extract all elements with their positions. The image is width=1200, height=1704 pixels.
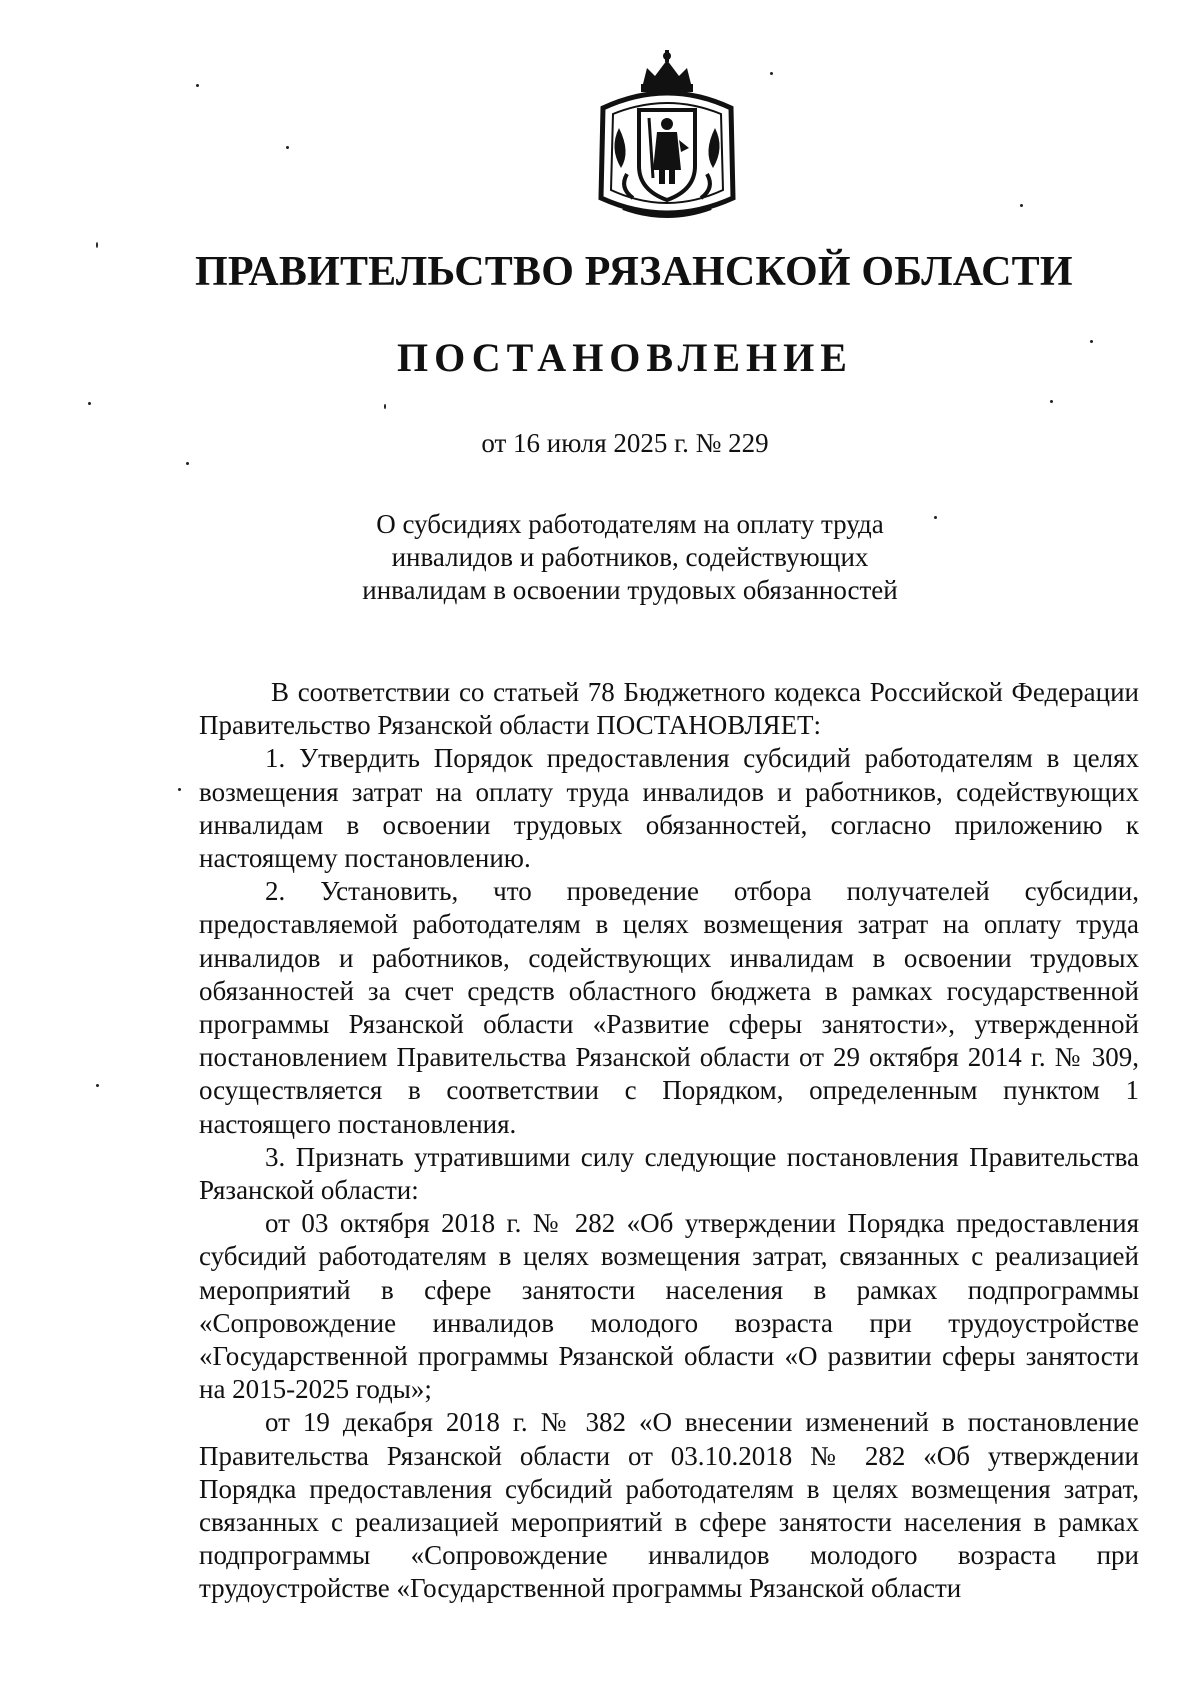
paragraph-item-1: 1. Утвердить Порядок предоставления субсидий работодателям в целях возмещения затрат на оплату труда инвалидов и работников, содействующих инвалидам в освоении трудовых обязанностей, согласно приложению к настоящему постановлению.: [199, 743, 1139, 874]
coat-of-arms-icon: [583, 48, 751, 228]
preamble-paragraph: В соответствии со статьей 78 Бюджетного кодекса Российской Федерации Правительство Рязанской области ПОСТАНОВЛЯЕТ:: [199, 677, 1139, 741]
paragraph-item-3a: от 03 октября 2018 г. № 282 «Об утверждении Порядка предоставления субсидий работодателям в целях возмещения затрат, связанных с реализацией мероприятий в сфере занятости населения в рамках подпрограммы «Сопровождение инвалидов молодого возраста при трудоустройстве «Государственной программы Рязанской области «О развитии сферы занятости на 2015-2025 годы»;: [199, 1208, 1139, 1405]
paragraph-item-3b: от 19 декабря 2018 г. № 382 «О внесении изменений в постановление Правительства Рязанской области от 03.10.2018 № 282 «Об утверждении Порядка предоставления субсидий работодателям в целях возмещения затрат, связанных с реализацией мероприятий в сфере занятости населения в рамках подпрограммы «Сопровождение инвалидов молодого возраста при трудоустройстве «Государственной программы Рязанской области: [199, 1407, 1139, 1604]
scan-speck: [178, 788, 181, 791]
document-type: ПОСТАНОВЛЕНИЕ: [397, 335, 853, 380]
paragraph-item-2: 2. Установить, что проведение отбора получателей субсидии, предоставляемой работодателям в целях возмещения затрат на оплату труда инвалидов и работников, содействующих инвалидам в освоении трудовых обязанностей за счет средств областного бюджета в рамках государственной программы Рязанской области «Развитие сферы занятости», утвержденной постановлением Правительства Рязанской области от 29 октября 2014 г. № 309, осуществляется в соответствии с Порядком, определенным пунктом 1 настоящего постановления.: [199, 876, 1139, 1139]
document-subject: [330, 508, 930, 607]
paragraph-item-3: 3. Признать утратившими силу следующие постановления Правительства Рязанской области:: [199, 1141, 1139, 1206]
scan-speck: [934, 516, 937, 519]
scan-speck: [770, 72, 773, 75]
scan-speck: [96, 1084, 99, 1087]
scan-speck: [1020, 204, 1023, 207]
scan-speck: [196, 84, 199, 87]
organization-title: ПРАВИТЕЛЬСТВО РЯЗАНСКОЙ ОБЛАСТИ: [195, 249, 1073, 295]
scan-speck: [88, 402, 91, 405]
document-body: [199, 676, 1139, 1606]
scan-speck: [1090, 340, 1093, 343]
subject-line: инвалидам в освоении трудовых обязанностей: [362, 575, 898, 605]
scan-speck: [186, 462, 189, 465]
scan-speck: [96, 242, 98, 248]
subject-line: О субсидиях работодателям на оплату труда: [376, 509, 884, 539]
scan-speck: [286, 146, 289, 149]
subject-line: инвалидов и работников, содействующих: [391, 542, 869, 572]
document-date-number: от 16 июля 2025 г. № 229: [481, 428, 769, 458]
scan-speck: [384, 404, 386, 409]
scan-speck: [1050, 400, 1053, 403]
